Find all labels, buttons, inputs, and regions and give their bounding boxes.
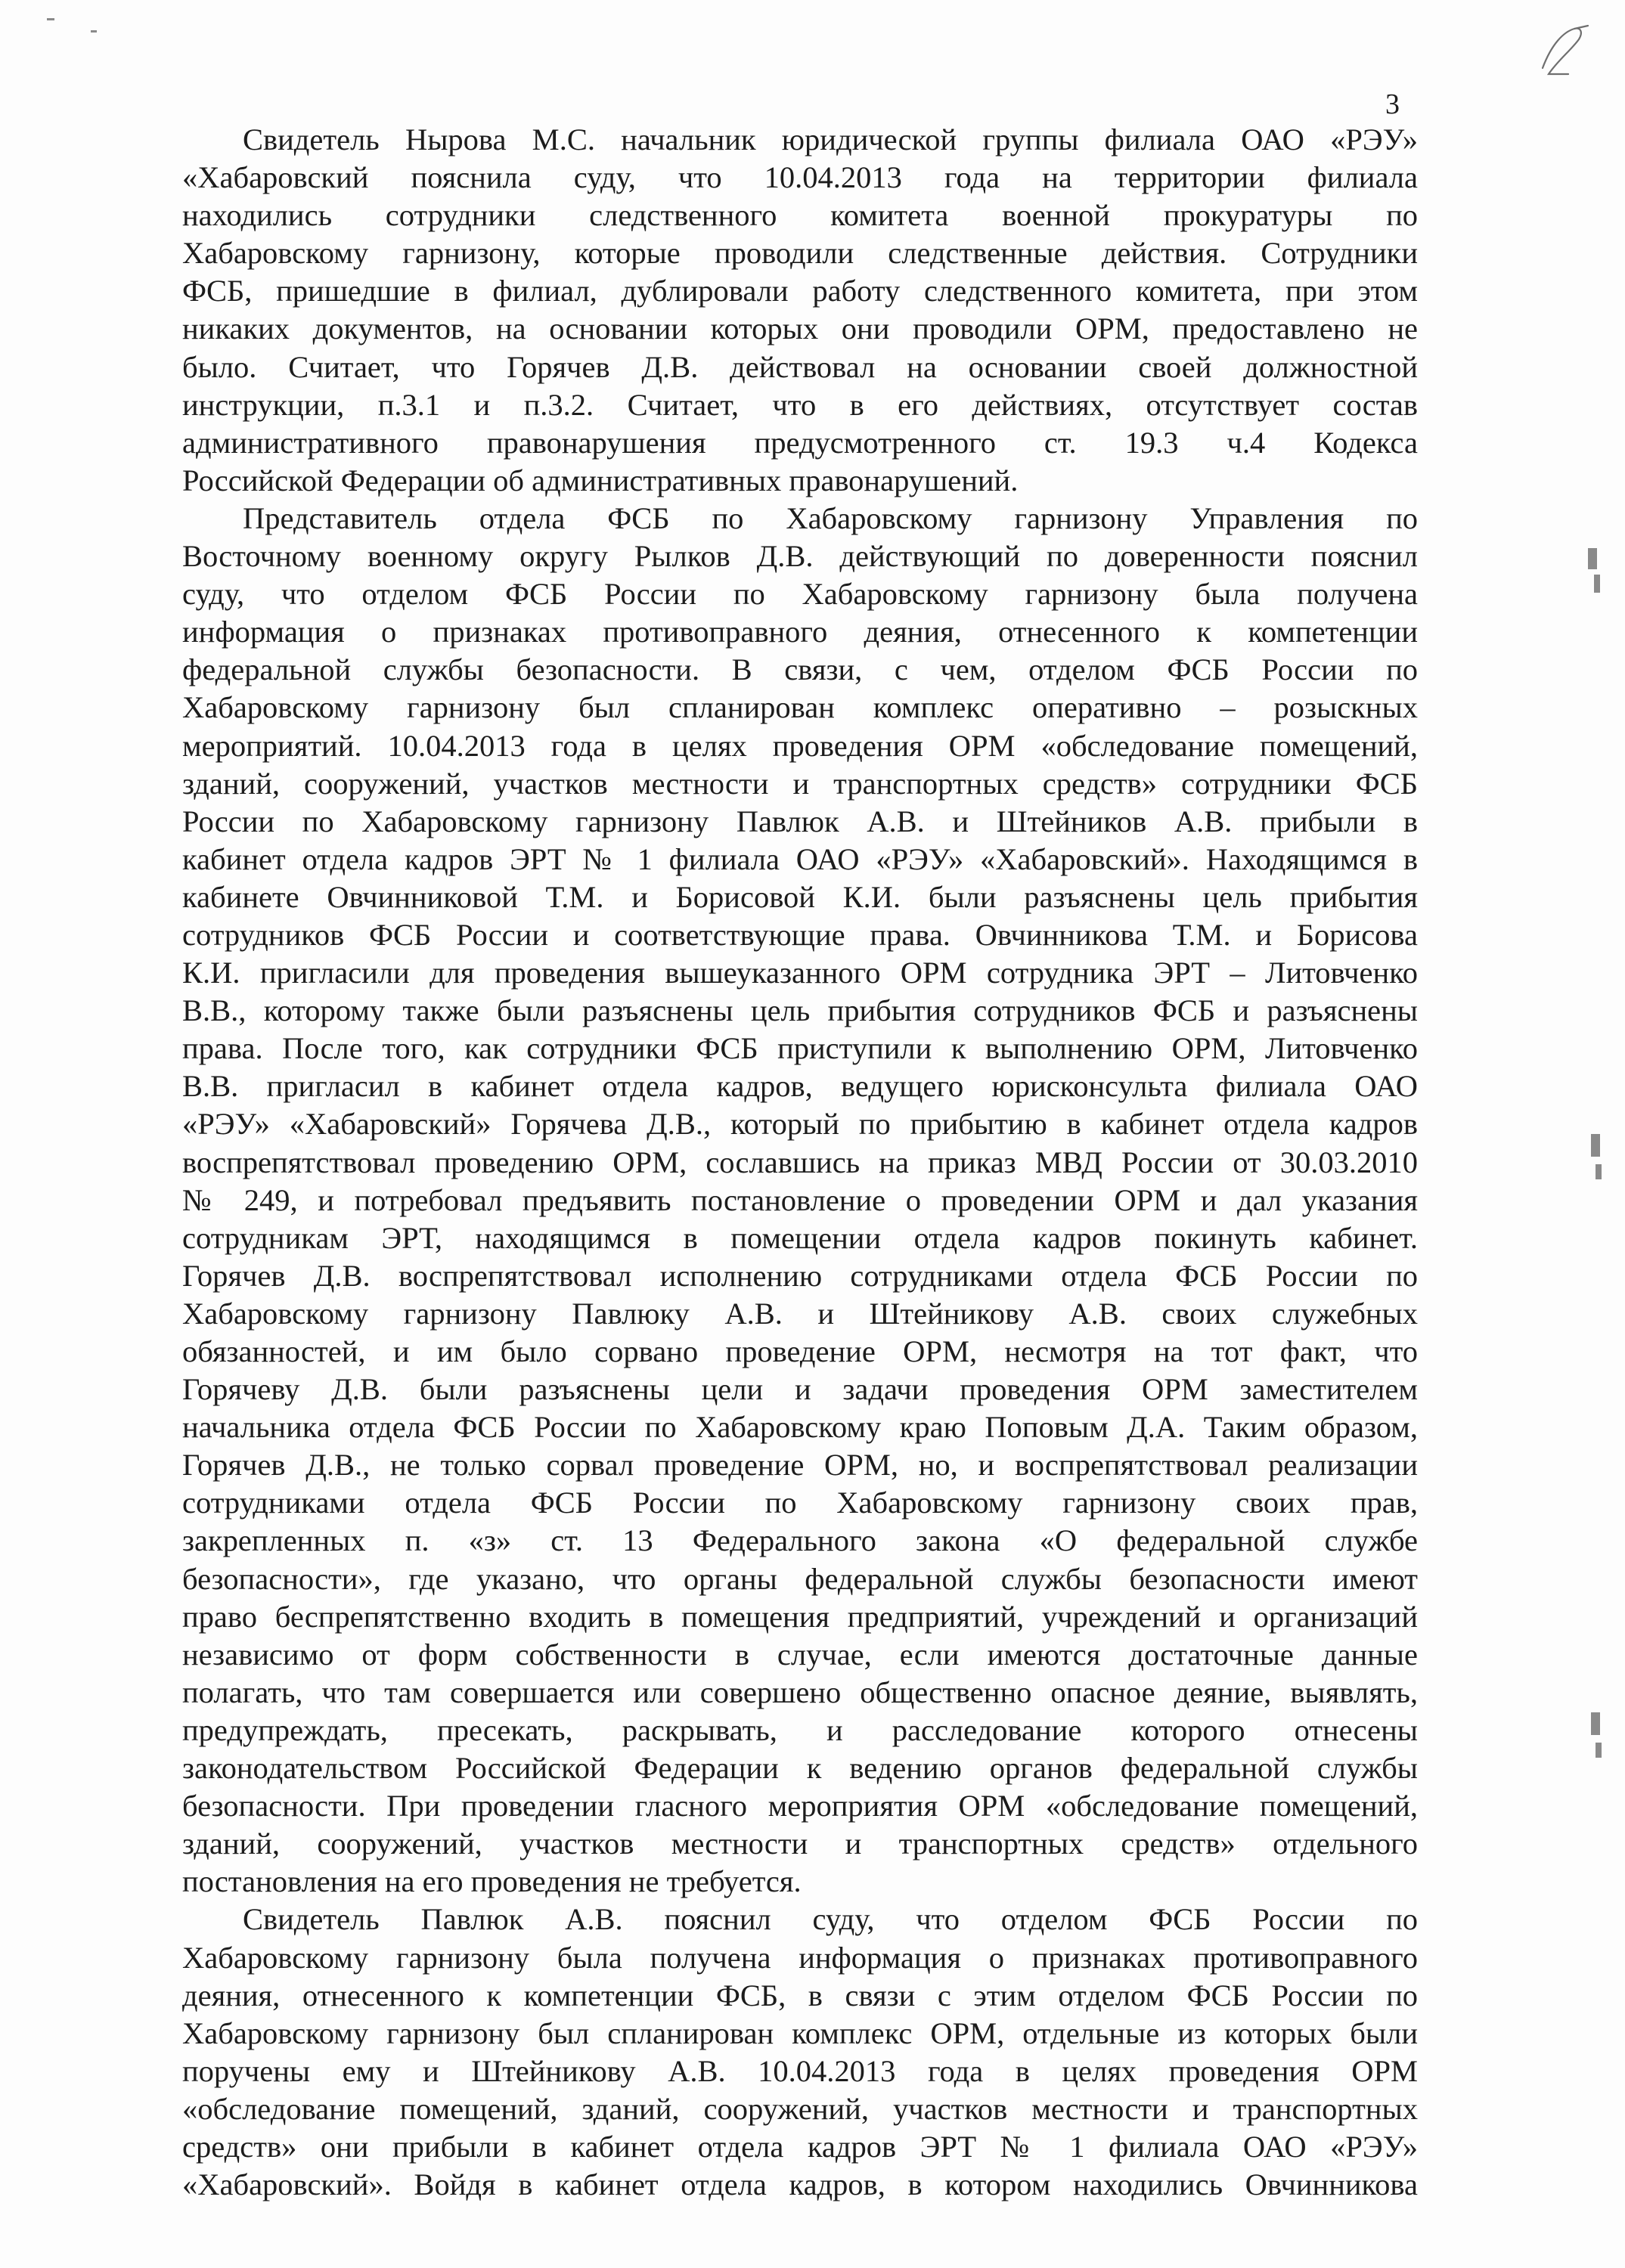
text-line: воспрепятствовал проведению ОРМ, сославшись на приказ МВД России от 30.03.2010: [182, 1145, 1418, 1179]
text-line: «РЭУ» «Хабаровский» Горячева Д.В., который по прибытию в кабинет отдела кадров: [182, 1107, 1418, 1142]
text-line: Горячев Д.В., не только сорвал проведение ОРМ, но, и воспрепятствовал реализации: [182, 1448, 1418, 1483]
scan-artifact: [1596, 1164, 1602, 1179]
scan-artifact: [1596, 1743, 1602, 1758]
text-line: инструкции, п.3.1 и п.3.2. Считает, что в его действиях, отсутствует состав: [182, 387, 1418, 422]
text-line: обязанностей, и им было сорвано проведение ОРМ, несмотря на тот факт, что: [182, 1334, 1418, 1368]
text-line: сотрудников ФСБ России и соответствующие права. Овчинникова Т.М. и Борисова: [182, 917, 1418, 952]
text-line: № 249, и потребовал предъявить постановление о проведении ОРМ и дал указания: [182, 1182, 1418, 1217]
text-line: независимо от форм собственности в случае, если имеются достаточные данные: [182, 1637, 1418, 1672]
handwritten-page-mark: [1535, 21, 1596, 89]
text-line: Хабаровскому гарнизону был спланирован комплекс ОРМ, отдельные из которых были: [182, 2015, 1418, 2050]
text-line: «обследование помещений, зданий, сооружений, участков местности и транспортных: [182, 2091, 1418, 2126]
text-line: безопасности. При проведении гласного мероприятия ОРМ «обследование помещений,: [182, 1789, 1418, 1823]
text-line: никаких документов, на основании которых они проводили ОРМ, предоставлено не: [182, 311, 1418, 346]
text-line: право беспрепятственно входить в помещения предприятий, учреждений и организаций: [182, 1599, 1418, 1634]
text-line: Хабаровскому гарнизону была получена информация о признаках противоправного: [182, 1940, 1418, 1975]
document-body: [182, 121, 1418, 2204]
text-line: В.В. пригласил в кабинет отдела кадров, ведущего юрисконсульта филиала ОАО: [182, 1069, 1418, 1104]
text-line: зданий, сооружений, участков местности и транспортных средств» сотрудники ФСБ: [182, 766, 1418, 801]
text-line: «Хабаровский пояснила суду, что 10.04.2013 года на территории филиала: [182, 160, 1418, 195]
text-line: сотрудникам ЭРТ, находящимся в помещении отдела кадров покинуть кабинет.: [182, 1220, 1418, 1255]
text-line: кабинете Овчинниковой Т.М. и Борисовой К.И. были разъяснены цель прибытия: [182, 879, 1418, 914]
text-line: Горячев Д.В. воспрепятствовал исполнению сотрудниками отдела ФСБ России по: [182, 1258, 1418, 1293]
text-line: Горячеву Д.В. были разъяснены цели и задачи проведения ОРМ заместителем: [182, 1372, 1418, 1407]
text-line: Хабаровскому гарнизону Павлюку А.В. и Штейникову А.В. своих служебных: [182, 1296, 1418, 1331]
text-line: начальника отдела ФСБ России по Хабаровскому краю Поповым Д.А. Таким образом,: [182, 1410, 1418, 1445]
text-line: мероприятий. 10.04.2013 года в целях проведения ОРМ «обследование помещений,: [182, 728, 1418, 763]
text-line: Хабаровскому гарнизону, которые проводили следственные действия. Сотрудники: [182, 236, 1418, 271]
text-line: «Хабаровский». Войдя в кабинет отдела кадров, в котором находились Овчинникова: [182, 2167, 1418, 2202]
text-line: деяния, отнесенного к компетенции ФСБ, в связи с этим отделом ФСБ России по: [182, 1978, 1418, 2012]
text-line: России по Хабаровскому гарнизону Павлюк А.В. и Штейников А.В. прибыли в: [182, 804, 1418, 838]
text-line: предупреждать, пресекать, раскрывать, и расследование которого отнесены: [182, 1712, 1418, 1747]
text-line: федеральной службы безопасности. В связи, с чем, отделом ФСБ России по: [182, 652, 1418, 687]
text-line: находились сотрудники следственного комитета военной прокуратуры по: [182, 198, 1418, 233]
scan-artifact: [47, 18, 54, 20]
text-line: сотрудниками отдела ФСБ России по Хабаровскому гарнизону своих прав,: [182, 1486, 1418, 1520]
text-line: поручены ему и Штейникову А.В. 10.04.2013 года в целях проведения ОРМ: [182, 2053, 1418, 2088]
text-line: В.В., которому также были разъяснены цель прибытия сотрудников ФСБ и разъяснены: [182, 993, 1418, 1028]
scan-artifact: [1594, 575, 1600, 593]
page-number: 3: [1385, 88, 1400, 120]
scan-artifact: [1588, 548, 1597, 569]
text-line: суду, что отделом ФСБ России по Хабаровскому гарнизону была получена: [182, 577, 1418, 612]
text-line: информация о признаках противоправного деяния, отнесенного к компетенции: [182, 615, 1418, 649]
text-line: полагать, что там совершается или совершено общественно опасное деяние, выявлять,: [182, 1675, 1418, 1709]
text-line: законодательством Российской Федерации к ведению органов федеральной службы: [182, 1751, 1418, 1786]
text-line: Хабаровскому гарнизону был спланирован комплекс оперативно – розыскных: [182, 690, 1418, 725]
text-line: К.И. пригласили для проведения вышеуказанного ОРМ сотрудника ЭРТ – Литовченко: [182, 956, 1418, 990]
text-line: Свидетель Нырова М.С. начальник юридической группы филиала ОАО «РЭУ»: [243, 122, 1418, 156]
scan-artifact: [1591, 1712, 1600, 1735]
text-line: кабинет отдела кадров ЭРТ № 1 филиала ОАО «РЭУ» «Хабаровский». Находящимся в: [182, 841, 1418, 876]
text-line: административного правонарушения предусмотренного ст. 19.3 ч.4 Кодекса: [182, 425, 1418, 460]
text-line: зданий, сооружений, участков местности и транспортных средств» отдельного: [182, 1826, 1418, 1861]
text-line: Представитель отдела ФСБ по Хабаровскому гарнизону Управления по: [243, 500, 1418, 535]
scan-artifact: [1591, 1134, 1600, 1157]
text-line: средств» они прибыли в кабинет отдела кадров ЭРТ № 1 филиала ОАО «РЭУ»: [182, 2129, 1418, 2164]
text-line: права. После того, как сотрудники ФСБ приступили к выполнению ОРМ, Литовченко: [182, 1031, 1418, 1066]
text-line: Российской Федерации об административных правонарушений.: [182, 463, 1019, 497]
text-line: ФСБ, пришедшие в филиал, дублировали работу следственного комитета, при этом: [182, 274, 1418, 308]
text-line: было. Считает, что Горячев Д.В. действовал на основании своей должностной: [182, 349, 1418, 384]
text-line: Восточному военному округу Рылков Д.В. действующий по доверенности пояснил: [182, 539, 1418, 574]
text-line: Свидетель Павлюк А.В. пояснил суду, что отделом ФСБ России по: [243, 1902, 1418, 1937]
text-line: закрепленных п. «з» ст. 13 Федерального закона «О федеральной службе: [182, 1523, 1418, 1558]
text-line: постановления на его проведения не требуется.: [182, 1864, 802, 1899]
scan-artifact: [91, 30, 97, 33]
text-line: безопасности», где указано, что органы федеральной службы безопасности имеют: [182, 1561, 1418, 1596]
